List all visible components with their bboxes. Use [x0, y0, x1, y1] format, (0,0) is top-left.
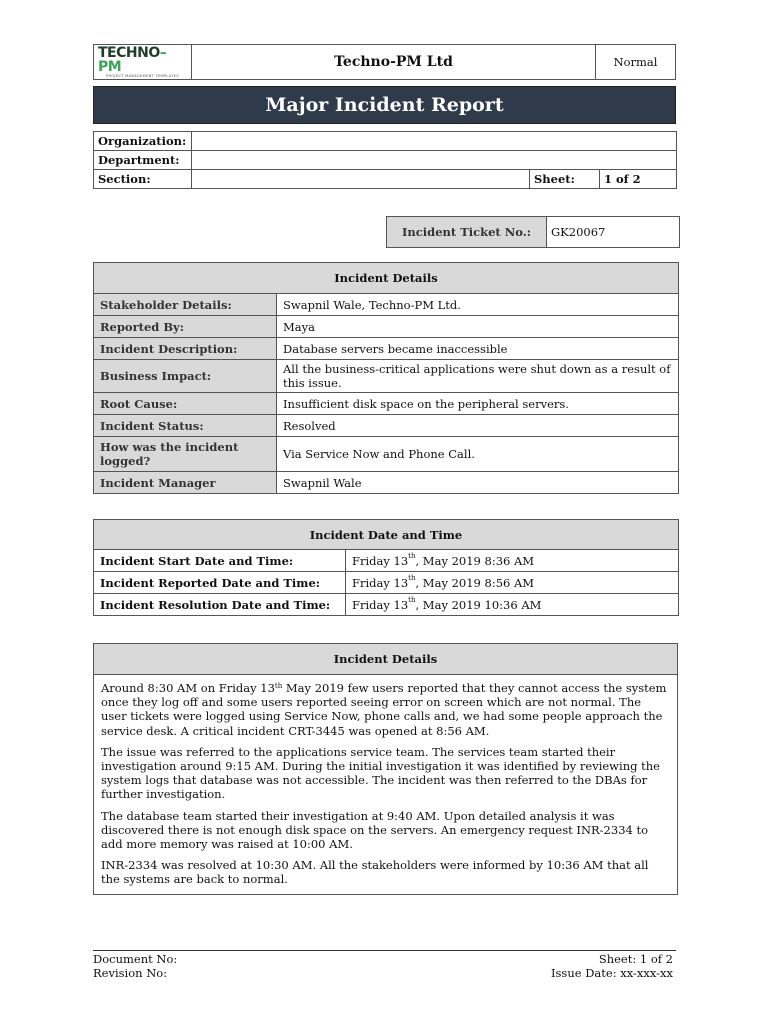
- detail-label: Reported By:: [94, 316, 277, 338]
- detail-label: Business Impact:: [94, 360, 277, 393]
- logo-cell: [94, 45, 192, 80]
- detail-value: Maya: [277, 316, 679, 338]
- ticket-table: [386, 216, 680, 248]
- incident-narrative-table: [93, 643, 678, 895]
- detail-value: All the business-critical applications were shut down as a result of this issue.: [277, 360, 679, 393]
- incident-datetime-table: [93, 519, 679, 616]
- incident-details-table: [93, 262, 679, 494]
- narrative-paragraph: The issue was referred to the applications service team. The services team started their investigation around 9:15 AM. During the initial investigation it was identified by reviewing the system logs that database was not accessible. The incident was then referred to the DBAs for further investigation.: [101, 744, 660, 802]
- detail-value: Via Service Now and Phone Call.: [277, 437, 679, 472]
- ticket-label: Incident Ticket No.:: [387, 217, 547, 248]
- detail-label: How was the incident logged?: [94, 437, 277, 472]
- narrative-paragraph: Around 8:30 AM on Friday 13th May 2019 few users reported that they cannot access the system once they log off and some users reported seeing error on screen which are not normal. The user tickets were logged using Service Now, phone calls and, we had some people approach the service desk. A critical incident CRT-3445 was opened at 8:56 AM.: [101, 681, 667, 738]
- company-name: Techno-PM Ltd: [192, 45, 596, 80]
- issue-date: Issue Date: xx-xxx-xx: [550, 966, 673, 980]
- detail-label: Stakeholder Details:: [94, 294, 277, 316]
- department-value: [192, 151, 677, 170]
- revision-number: Revision No:: [93, 966, 168, 980]
- detail-label: Incident Status:: [94, 415, 277, 437]
- narrative-paragraph: The database team started their investigation at 9:40 AM. Upon detailed analysis it was discovered there is not enough disk space on the servers. An emergency request INR-2334 to add more memory was raised at 10:00 AM.: [101, 808, 649, 852]
- narrative-paragraph: INR-2334 was resolved at 10:30 AM. All the stakeholders were informed by 10:36 AM that all the systems are back to normal.: [101, 858, 649, 887]
- datetime-value: Friday 13th, May 2019 8:56 AM: [346, 572, 679, 594]
- datetime-value: Friday 13th, May 2019 10:36 AM: [346, 594, 679, 616]
- detail-value: Insufficient disk space on the peripheral servers.: [277, 393, 679, 415]
- techno-pm-logo: TECHNO–PM PROJECT MANAGEMENT TEMPLATES: [98, 44, 179, 78]
- narrative-body: [94, 675, 678, 895]
- datetime-label: Incident Start Date and Time:: [94, 550, 346, 572]
- sheet-label: Sheet:: [530, 170, 600, 189]
- datetime-label: Incident Reported Date and Time:: [94, 572, 346, 594]
- detail-value: Resolved: [277, 415, 679, 437]
- classification-label: Normal: [596, 45, 676, 80]
- detail-value: Swapnil Wale: [277, 472, 679, 494]
- document-header: [93, 44, 676, 80]
- footer-sheet: Sheet: 1 of 2: [598, 952, 673, 966]
- ticket-number: GK20067: [547, 217, 680, 248]
- footer-divider: [93, 950, 676, 951]
- section-label: Section:: [94, 170, 192, 189]
- datetime-heading: Incident Date and Time: [94, 520, 679, 550]
- datetime-label: Incident Resolution Date and Time:: [94, 594, 346, 616]
- section-value: [192, 170, 530, 189]
- page-title: Major Incident Report: [93, 86, 676, 124]
- department-label: Department:: [94, 151, 192, 170]
- organization-table: [93, 131, 677, 189]
- sheet-value: 1 of 2: [600, 170, 677, 189]
- detail-label: Root Cause:: [94, 393, 277, 415]
- detail-value: Swapnil Wale, Techno-PM Ltd.: [277, 294, 679, 316]
- narrative-heading: Incident Details: [94, 644, 678, 675]
- detail-label: Incident Description:: [94, 338, 277, 360]
- detail-value: Database servers became inaccessible: [277, 338, 679, 360]
- organization-label: Organization:: [94, 132, 192, 151]
- organization-value: [192, 132, 677, 151]
- incident-details-heading: Incident Details: [94, 263, 679, 294]
- document-number: Document No:: [93, 952, 178, 966]
- datetime-value: Friday 13th, May 2019 8:36 AM: [346, 550, 679, 572]
- detail-label: Incident Manager: [94, 472, 277, 494]
